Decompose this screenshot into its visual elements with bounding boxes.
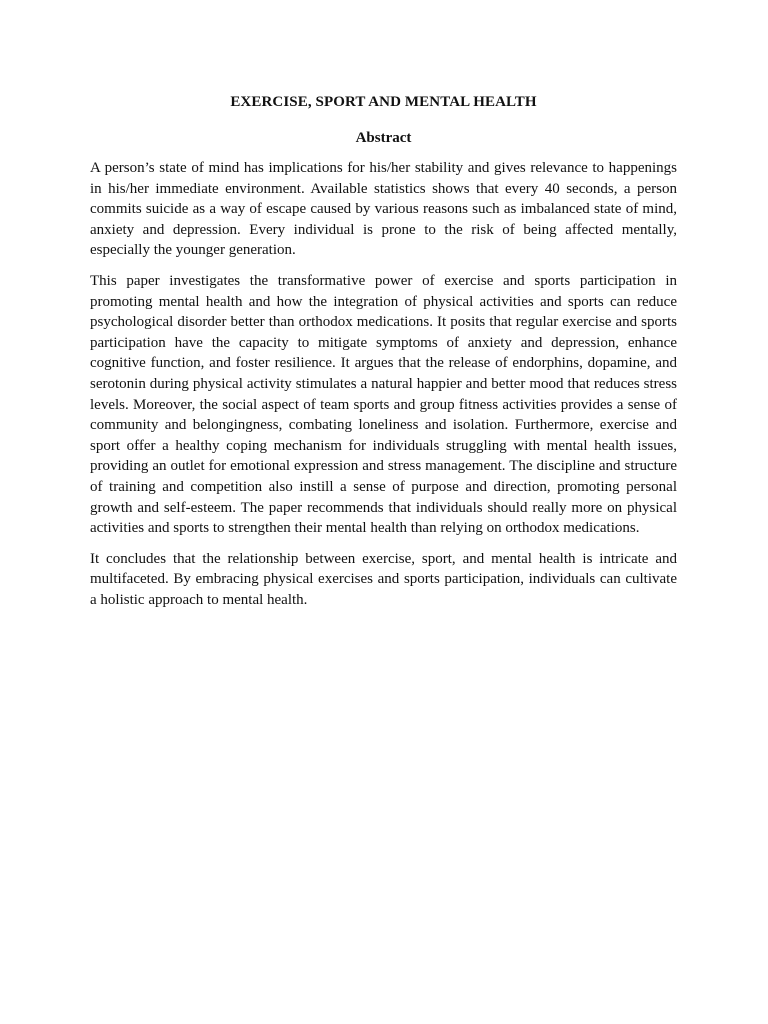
abstract-heading: Abstract [355, 130, 412, 146]
abstract-paragraph-1: A person’s state of mind has implications for his/her stability and gives relevance to happenings in his/her immediate environment. Available statistics shows that every 40 seconds, a person commits suicide as a way of escape caused by various reasons such as imbalanced state of mind, anxiety and depression. Every individual is prone to the risk of being affected mentally, especially the younger generation. [90, 160, 677, 259]
document-page [90, 92, 677, 620]
abstract-paragraph-3: It concludes that the relationship between exercise, sport, and mental health is intricate and multifaceted. By embracing physical exercises and sports participation, individuals can cultivate a holistic approach to mental health. [90, 550, 677, 608]
abstract-paragraph-2: This paper investigates the transformative power of exercise and sports participation in promoting mental health and how the integration of physical activities and sports can reduce psychological disorder better than orthodox medications. It posits that regular exercise and sports participation have the capacity to mitigate symptoms of anxiety and depression, enhance cognitive function, and foster resilience. It argues that the release of endorphins, dopamine, and serotonin during physical activity stimulates a natural happier and better mood that reduces stress levels. Moreover, the social aspect of team sports and group fitness activities provides a sense of community and belongingness, combating loneliness and isolation. Furthermore, exercise and sport offer a healthy coping mechanism for individuals struggling with mental health issues, providing an outlet for emotional expression and stress management. The discipline and structure of training and competition also instill a sense of purpose and direction, promoting personal growth and self-esteem. The paper recommends that individuals should really more on physical activities and sports to strengthen their mental health than relying on orthodox medications. [90, 272, 677, 537]
paper-title: EXERCISE, SPORT AND MENTAL HEALTH [230, 94, 537, 110]
